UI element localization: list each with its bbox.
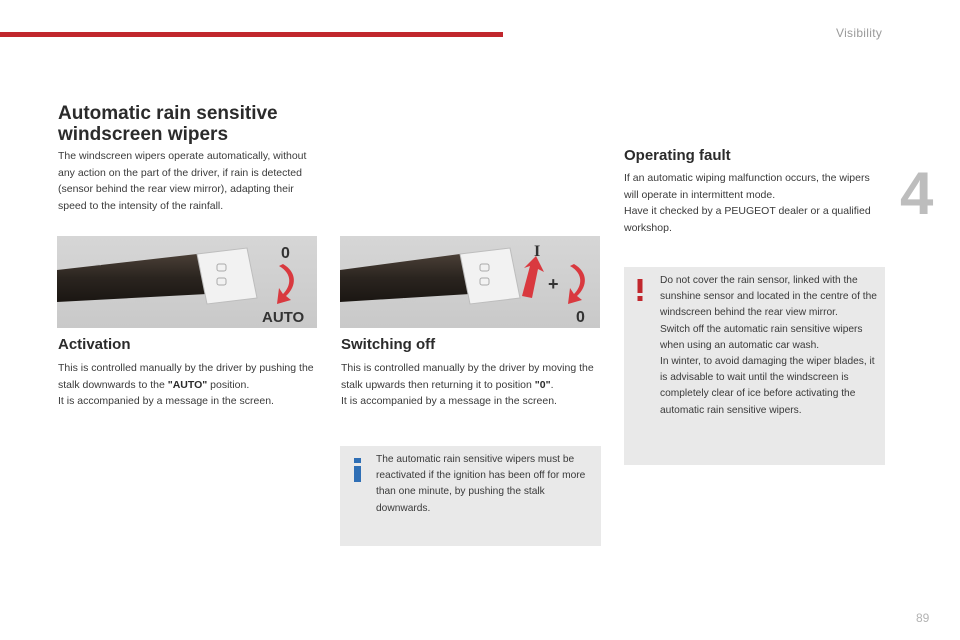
wiper-stalk-up-diagram	[340, 236, 600, 328]
switching-off-illustration	[340, 236, 600, 328]
warning-text-sensor: Do not cover the rain sensor, linked with the sunshine sensor and located in the centre of the windscreen behind the rear view mirror.	[660, 275, 877, 319]
position-auto-label: AUTO	[262, 309, 305, 326]
activation-message-text: It is accompanied by a message in the screen.	[58, 395, 274, 407]
warning-note-text	[660, 273, 882, 419]
down-arrow-icon	[277, 264, 294, 304]
section-name: Visibility	[836, 26, 883, 40]
stalk-label: AUTO	[135, 298, 149, 304]
position-0-label: 0	[281, 245, 290, 262]
activation-text: This is controlled manually by the driver by pushing the stalk downwards to the	[58, 362, 314, 391]
warning-note	[624, 267, 885, 465]
info-note	[340, 446, 601, 546]
chapter-color-bar	[0, 32, 503, 37]
warning-text-winter: In winter, to avoid damaging the wiper blades, it is advisable to wait until the windscreen is completely clear of ice before activating the automatic rain sensitive wipers.	[660, 356, 875, 416]
chapter-number: 4	[900, 160, 934, 227]
down-arrow-icon	[568, 264, 585, 304]
page-number: 89	[916, 611, 930, 625]
operating-fault-heading: Operating fault	[624, 147, 731, 164]
stalk-body	[57, 254, 207, 302]
warning-text-car-wash: Switch off the automatic rain sensitive wipers when using an automatic car wash.	[660, 323, 863, 351]
position-i-label: I	[534, 243, 541, 260]
switching-off-text: .	[550, 378, 554, 391]
warning-icon	[637, 279, 643, 301]
operating-fault-text: If an automatic wiping malfunction occurs, the wipers will operate in intermittent mode.	[624, 172, 870, 201]
wiper-symbol: ⌒	[95, 266, 102, 272]
switching-off-text: This is controlled manually by the driver by moving the stalk upwards then returning it to position	[341, 362, 594, 391]
stalk-ghost	[460, 248, 520, 304]
operating-fault-text: Have it checked by a PEUGEOT dealer or a qualified workshop.	[624, 205, 871, 234]
switching-off-paragraph	[341, 360, 599, 410]
position-0-label: 0	[576, 309, 585, 326]
stalk-body	[340, 254, 470, 302]
plus-sign: +	[548, 274, 559, 294]
switching-off-heading: Switching off	[341, 336, 436, 353]
operating-fault-paragraph	[624, 170, 882, 236]
stalk-ghost	[197, 248, 257, 304]
intro-paragraph: The windscreen wipers operate automatically, without any action on the part of the driver, if rain is detected (sensor behind the rear view mirror), adapting their speed to the intensity of the rainfall.	[58, 150, 307, 212]
info-note-text: The automatic rain sensitive wipers must be reactivated if the ignition has been off for more than one minute, by pushing the stalk downwards.	[376, 454, 586, 514]
wiper-stalk-down-diagram	[57, 236, 317, 328]
page-title: Automatic rain sensitive windscreen wipers	[58, 103, 278, 145]
zero-position-label: "0"	[534, 378, 551, 391]
auto-position-label: "AUTO"	[167, 378, 208, 391]
switching-off-message-text: It is accompanied by a message in the screen.	[341, 395, 557, 407]
info-icon	[354, 458, 361, 482]
activation-paragraph	[58, 360, 316, 410]
up-arrow-icon	[522, 256, 544, 298]
activation-heading: Activation	[58, 336, 131, 353]
activation-text: position.	[207, 378, 250, 391]
stalk-label: AUTO	[402, 298, 416, 304]
activation-illustration	[57, 236, 317, 328]
